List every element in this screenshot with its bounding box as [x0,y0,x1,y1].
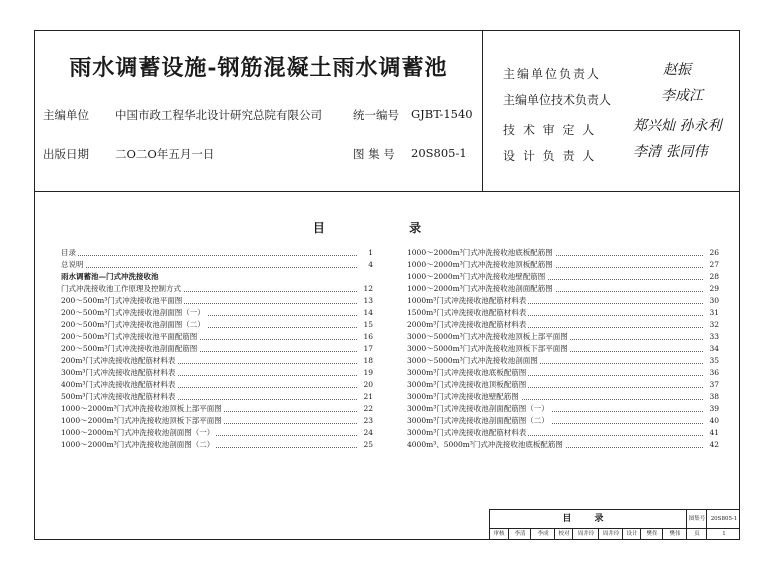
role-reviewer: 技 术 审 定 人 [503,123,597,137]
toc-entry-page: 22 [363,404,373,413]
toc-entry [407,367,719,379]
title-block-atlas-label: 图集号 [686,510,707,528]
toc-entry-title: 3000～5000m³门式冲洗接收池顶板上部平面图 [407,332,568,341]
toc-entry [61,391,373,403]
toc-entry-page: 12 [363,284,373,293]
title-block-signoff-cell: 樊伟 [662,529,687,540]
date-label: 出版日期 [43,147,89,161]
editor-value: 中国市政工程华北设计研究总院有限公司 [115,108,322,122]
title-block-signoff-cell: 页 [686,529,707,540]
toc-entry-title: 3000m³门式冲洗接收池壁配筋图 [407,392,519,401]
toc-entry [407,415,719,427]
title-block-signoff-cell: 樊佟 [640,529,663,540]
toc-title: 目 录 [312,221,462,235]
atlas-value: 20S805-1 [411,146,467,160]
toc-entry [61,295,373,307]
toc-entry-page: 18 [363,356,373,365]
role-design-lead: 设 计 负 责 人 [503,149,597,163]
toc-entry [407,343,719,355]
title-block-signoff-cell: 周井玲 [572,529,599,540]
toc-entry-title: 3000m³门式冲洗接收池剖面配筋图（一） [407,404,549,413]
toc-entry-title: 1000～2000m³门式冲洗接收池剖面图（二） [61,440,215,449]
toc-entry-title: 3000m³门式冲洗接收池底板配筋图 [407,368,527,377]
toc-entry-page: 19 [363,368,373,377]
toc-entry-page: 4 [368,260,373,269]
toc-entry-page: 30 [709,296,719,305]
toc-entry [61,271,373,283]
toc-entry-title: 200～500m³门式冲洗接收池剖面图（一） [61,308,205,317]
toc-entry-page: 40 [709,416,719,425]
toc-entry [407,391,719,403]
date-value: 二O二O年五月一日 [115,147,215,161]
toc-entry [407,319,719,331]
toc-entry-title: 4000m³、5000m³门式冲洗接收池底板配筋图 [407,440,563,449]
toc-entry [61,307,373,319]
toc-leader-dots [61,259,357,268]
title-block-signoff-cell: 设计 [622,529,641,540]
toc-entry [61,355,373,367]
toc-entry-page: 36 [709,368,719,377]
toc-entry [407,259,719,271]
toc-entry-page: 26 [709,248,719,257]
toc-entry [407,247,719,259]
title-block-signoff-row [490,529,740,540]
toc-entry-title: 3000～5000m³门式冲洗接收池剖面图 [407,356,538,365]
title-block-signoff-cell: 周井玲 [598,529,623,540]
toc-entry-page: 20 [363,380,373,389]
title-block-top [490,510,740,529]
signature-chief-editor: 赵振 [663,62,691,78]
toc-entry [407,283,719,295]
toc-entry-page: 35 [709,356,719,365]
toc-entry-page: 41 [709,428,719,437]
toc-entry [61,439,373,451]
toc-entry-page: 21 [363,392,373,401]
toc-entry [407,427,719,439]
code-label: 统一编号 [353,108,399,122]
toc-entry [407,295,719,307]
editor-label: 主编单位 [43,108,89,122]
toc-entry-page: 29 [709,284,719,293]
toc-entry-page: 28 [709,272,719,281]
toc-entry-title: 1000～2000m³门式冲洗接收池壁配筋图 [407,272,546,281]
title-block-signoff-cell: 审核 [493,531,505,537]
toc-entry [61,259,373,271]
toc-entry-page: 17 [363,344,373,353]
toc-entry-page: 24 [363,428,373,437]
toc-entry [61,319,373,331]
toc-entry [61,415,373,427]
toc-entry-title: 2000m³门式冲洗接收池配筋材料表 [407,320,527,329]
toc-entry-title: 1500m³门式冲洗接收池配筋材料表 [407,308,527,317]
toc-entry-title: 200～500m³门式冲洗接收池平面配筋图 [61,332,198,341]
title-block-signoff-cell: 李成 [530,529,555,540]
toc-entry-title: 400m³门式冲洗接收池配筋材料表 [61,380,176,389]
toc-entry-title: 雨水调蓄池—门式冲洗接收池 [61,272,159,281]
toc-entry-title: 1000～2000m³门式冲洗接收池顶板上部平面图 [61,404,222,413]
toc-entry-page: 25 [363,440,373,449]
toc-entry-title: 200～500m³门式冲洗接收池剖面图（二） [61,320,205,329]
header [35,31,739,192]
toc-entry-page: 37 [709,380,719,389]
title-block-signoff-cell: 1 [706,529,741,540]
header-info [35,31,482,191]
toc-entry-title: 门式冲洗接收池工作原理及控制方式 [61,284,181,293]
toc-entry [61,403,373,415]
toc-leader-dots [61,247,357,256]
toc-entry-page: 27 [709,260,719,269]
toc-entry-title: 3000m³门式冲洗接收池顶板配筋图 [407,380,527,389]
toc-entry [407,331,719,343]
title-block-signoff-cell: 校对 [554,529,573,540]
toc-entry-title: 200～500m³门式冲洗接收池剖面配筋图 [61,344,198,353]
title-block [489,509,740,540]
atlas-label: 图 集 号 [353,147,395,161]
signature-tech-lead: 李成江 [661,88,703,104]
toc-entry-title: 200m³门式冲洗接收池配筋材料表 [61,356,176,365]
signature-panel [482,31,740,191]
toc-entry [61,247,373,259]
code-value: GJBT-1540 [411,107,473,121]
toc-entry-title: 3000～5000m³门式冲洗接收池顶板下部平面图 [407,344,568,353]
toc-entry-title: 1000～2000m³门式冲洗接收池底板配筋图 [407,248,553,257]
toc-entry-title: 200～500m³门式冲洗接收池平面图 [61,296,183,305]
toc-entry [61,331,373,343]
title-block-atlas-value: 20S805-1 [706,510,741,528]
toc-entry-page: 23 [363,416,373,425]
role-tech-lead: 主编单位技术负责人 [503,93,612,107]
toc-entry [61,367,373,379]
toc-entry [61,283,373,295]
toc-entry [61,379,373,391]
title-block-signoff-cell: 李清 [508,529,531,540]
page-title: 雨水调蓄设施-钢筋混凝土雨水调蓄池 [69,55,448,81]
role-chief-editor: 主编单位负责人 [503,67,602,81]
toc-entry-page: 38 [709,392,719,401]
drawing-frame [34,30,740,540]
toc-entry-page: 13 [363,296,373,305]
signature-reviewer: 郑兴灿 孙永利 [633,118,722,134]
toc-entry-title: 300m³门式冲洗接收池配筋材料表 [61,368,176,377]
toc-entry [407,355,719,367]
toc-entry-title: 1000～2000m³门式冲洗接收池剖面图（一） [61,428,215,437]
toc-entry-title: 总说明 [61,260,84,269]
toc-entry [407,271,719,283]
toc-entry-page: 1 [368,248,373,257]
toc-entry-page: 31 [709,308,719,317]
toc-entry-title: 1000m³门式冲洗接收池配筋材料表 [407,296,527,305]
toc-entry-title: 1000～2000m³门式冲洗接收池剖面配筋图 [407,284,553,293]
toc-entry-page: 15 [363,320,373,329]
toc-entry-page: 42 [709,440,719,449]
toc-entry-title: 1000～2000m³门式冲洗接收池顶板配筋图 [407,260,553,269]
toc-entry-title: 3000m³门式冲洗接收池配筋材料表 [407,428,527,437]
toc-entry [407,403,719,415]
toc-entry-page: 32 [709,320,719,329]
toc-entry [407,379,719,391]
toc-entry-title: 3000m³门式冲洗接收池剖面配筋图（二） [407,416,549,425]
toc-entry-page: 16 [363,332,373,341]
toc-entry [61,343,373,355]
toc-entry-page: 33 [709,332,719,341]
toc-entry [407,439,719,451]
title-block-name: 目 录 [562,514,614,524]
toc-right-column [407,247,719,451]
toc-entry-title: 目录 [61,248,76,257]
signature-design-lead: 李清 张同伟 [633,144,708,160]
toc-entry-title: 1000～2000m³门式冲洗接收池顶板下部平面图 [61,416,222,425]
toc-entry-page: 39 [709,404,719,413]
toc-entry-page: 14 [363,308,373,317]
toc-entry [61,427,373,439]
toc-left-column [61,247,373,451]
toc-entry [407,307,719,319]
toc-entry-page: 34 [709,344,719,353]
toc-entry-title: 500m³门式冲洗接收池配筋材料表 [61,392,176,401]
